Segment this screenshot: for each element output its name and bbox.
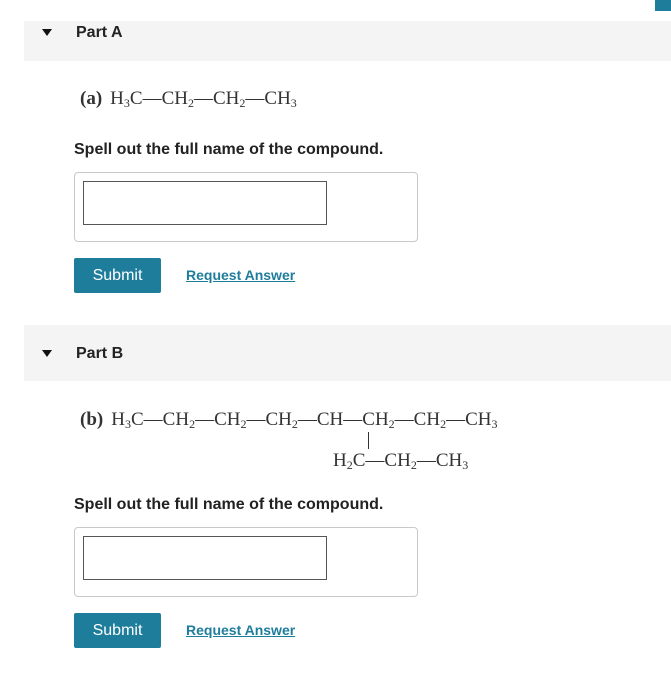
part-a-question: Spell out the full name of the compound.: [74, 141, 384, 158]
formula-atom: H: [333, 450, 347, 471]
part-b-submit-button[interactable]: Submit: [74, 613, 161, 648]
formula-subscript: 3: [123, 96, 130, 110]
formula-bond: —CH: [416, 450, 463, 471]
formula-atom: H: [111, 409, 125, 430]
formula-bond: —CH: [245, 88, 291, 109]
part-b-answer-panel: [74, 527, 418, 597]
corner-indicator: [655, 0, 671, 11]
formula-label: (a): [80, 88, 103, 109]
formula-subscript: 3: [462, 458, 469, 472]
part-a-answer-input[interactable]: [83, 181, 327, 225]
formula-bond: —CH: [394, 409, 441, 430]
formula-bond: —CH: [365, 450, 411, 471]
formula-subscript: 3: [290, 96, 297, 110]
formula-subscript: 2: [440, 417, 447, 431]
caret-down-icon[interactable]: [42, 350, 52, 357]
part-b-formula-main: [80, 409, 497, 431]
part-a-request-answer-link[interactable]: Request Answer: [186, 267, 296, 283]
formula-atom: C: [352, 450, 366, 471]
formula-subscript: 3: [124, 417, 131, 431]
part-b-request-answer-link[interactable]: Request Answer: [186, 622, 296, 638]
formula-bond: —CH: [195, 409, 241, 430]
formula-subscript: 2: [346, 458, 353, 472]
part-b-answer-input[interactable]: [83, 536, 327, 580]
formula-bond: —CH—CH: [297, 409, 389, 430]
caret-down-icon[interactable]: [42, 29, 52, 36]
part-a-title: Part A: [76, 24, 123, 41]
formula-subscript: 2: [240, 417, 247, 431]
formula-subscript: 2: [291, 417, 298, 431]
formula-atom: C: [129, 88, 143, 109]
formula-subscript: 2: [388, 417, 395, 431]
formula-subscript: 2: [410, 458, 417, 472]
part-a-answer-panel: [74, 172, 418, 242]
formula-atom: H: [110, 88, 124, 109]
part-b-formula-branch: [333, 450, 468, 472]
formula-subscript: 3: [491, 417, 498, 431]
formula-bond: —CH: [143, 409, 190, 430]
formula-bond: —CH: [246, 409, 292, 430]
branch-bond: [368, 432, 369, 449]
part-b-title: Part B: [76, 345, 124, 362]
formula-subscript: 2: [239, 96, 246, 110]
formula-label: (b): [80, 409, 104, 430]
part-a-formula: [80, 88, 297, 110]
formula-subscript: 2: [187, 96, 194, 110]
formula-bond: —CH: [142, 88, 188, 109]
formula-subscript: 2: [189, 417, 196, 431]
part-b-question: Spell out the full name of the compound.: [74, 496, 384, 513]
formula-bond: —CH: [446, 409, 492, 430]
part-a-submit-button[interactable]: Submit: [74, 258, 161, 293]
formula-atom: C: [130, 409, 144, 430]
formula-bond: —CH: [193, 88, 240, 109]
